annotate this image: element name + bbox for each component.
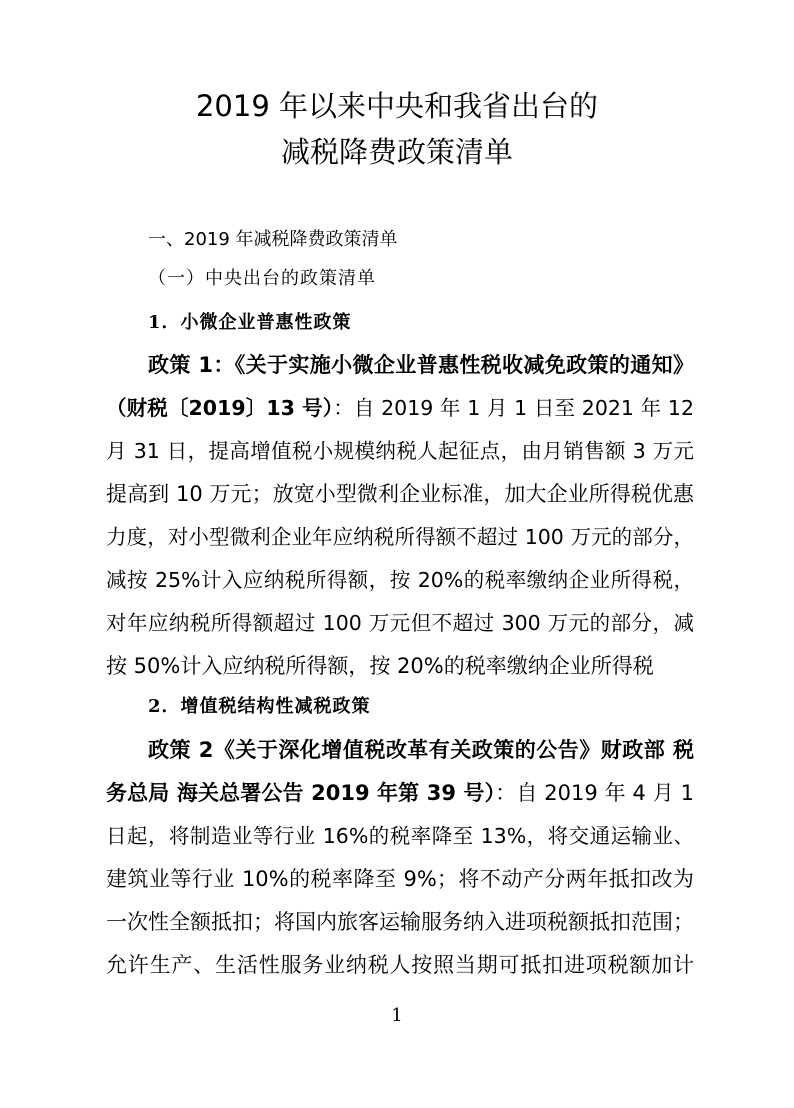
policy1-line3: 月 31 日，提高增值税小规模纳税人起征点，由月销售额 3 万元 [106,439,694,463]
document-title-line1: 2019 年以来中央和我省出台的 [195,89,599,123]
policy1-line8: 按 50%计入应纳税所得额，按 20%的税率缴纳企业所得税 [106,654,654,678]
policy2-title: 政策 2《关于深化增值税改革有关政策的公告》财政部 税 [148,738,694,762]
item-heading-1: 1．小微企业普惠性政策 [148,312,352,333]
item-heading-2: 2．增值税结构性减税政策 [148,696,371,717]
page-number: 1 [391,1005,403,1026]
policy2-line6: 允许生产、生活性服务业纳税人按照当期可抵扣进项税额加计 [106,953,694,977]
subsection-heading: （一）中央出台的政策清单 [148,268,376,289]
section-heading: 一、2019 年减税降费政策清单 [148,229,398,250]
policy2-line4: 建筑业等行业 10%的税率降至 9%；将不动产分两年抵扣改为 [106,867,694,891]
policy2-line2-text: ：自 2019 年 4 月 1 [495,781,694,805]
document-title-line2: 减税降费政策清单 [280,135,513,169]
policy1-doc-number: （财税〔2019〕13 号） [106,396,334,420]
policy1-title: 政策 1：《关于实施小微企业普惠性税收减免政策的通知》 [148,353,694,377]
policy1-line7: 对年应纳税所得额超过 100 万元但不超过 300 万元的部分，减 [106,611,694,635]
policy2-doc-number: 务总局 海关总署公告 2019 年第 39 号） [106,781,496,805]
policy1-line2-text: ：自 2019 年 1 月 1 日至 2021 年 12 [333,396,694,420]
policy1-line6: 减按 25%计入应纳税所得额，按 20%的税率缴纳企业所得税， [106,568,694,592]
policy1-line5: 力度，对小型微利企业年应纳税所得额不超过 100 万元的部分， [106,525,694,549]
policy2-line2 [106,776,694,810]
policy1-line4: 提高到 10 万元；放宽小型微利企业标准，加大企业所得税优惠 [106,482,694,506]
policy2-line5: 一次性全额抵扣；将国内旅客运输服务纳入进项税额抵扣范围； [106,910,694,934]
policy1-line2 [106,391,694,425]
policy2-line3: 日起，将制造业等行业 16%的税率降至 13%，将交通运输业、 [106,824,694,848]
